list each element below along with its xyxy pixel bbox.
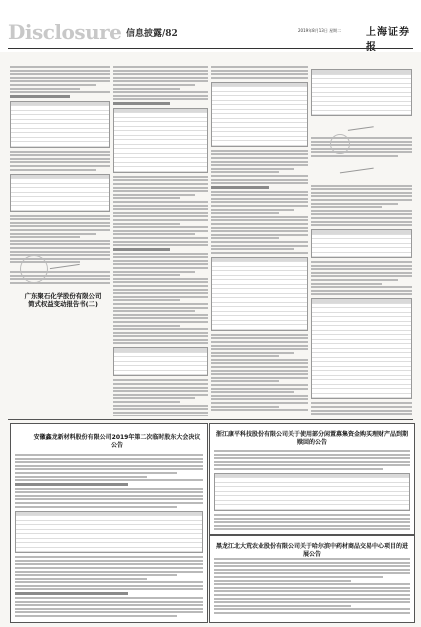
table-row bbox=[11, 206, 109, 211]
text-line bbox=[113, 244, 208, 246]
text-line bbox=[10, 77, 110, 79]
text-line bbox=[311, 185, 412, 187]
text-line bbox=[10, 240, 110, 242]
text-line bbox=[211, 194, 308, 196]
text-line bbox=[311, 203, 398, 205]
text-line bbox=[10, 80, 110, 82]
data-table bbox=[211, 82, 308, 147]
text-line bbox=[15, 556, 203, 558]
text-line bbox=[211, 355, 279, 357]
text-line bbox=[113, 201, 208, 203]
text-line bbox=[113, 212, 208, 214]
text-line bbox=[10, 165, 110, 167]
text-line bbox=[214, 562, 410, 564]
text-line bbox=[311, 221, 412, 223]
data-table bbox=[214, 473, 410, 511]
text-line bbox=[211, 219, 308, 221]
text-line bbox=[113, 73, 208, 75]
text-line bbox=[211, 388, 308, 390]
text-line bbox=[211, 337, 308, 339]
text-line bbox=[113, 179, 208, 181]
text-line bbox=[214, 587, 410, 589]
text-line bbox=[113, 98, 208, 100]
text-line bbox=[15, 560, 203, 562]
text-line bbox=[15, 597, 203, 599]
text-line bbox=[15, 615, 177, 617]
text-line bbox=[211, 73, 308, 75]
text-line bbox=[15, 488, 203, 490]
subheading-line bbox=[211, 186, 269, 189]
text-line bbox=[211, 362, 308, 364]
text-line bbox=[214, 454, 410, 456]
subheading-line bbox=[113, 102, 170, 105]
text-line bbox=[311, 413, 412, 415]
text-line bbox=[311, 406, 412, 408]
data-table bbox=[211, 257, 308, 331]
subheading-line bbox=[15, 483, 128, 486]
data-table bbox=[10, 174, 110, 212]
text-line bbox=[311, 217, 412, 219]
data-table bbox=[113, 108, 208, 173]
text-line bbox=[10, 236, 80, 238]
table-row bbox=[16, 548, 202, 553]
text-line bbox=[113, 289, 208, 291]
text-line bbox=[311, 290, 412, 292]
text-line bbox=[311, 279, 398, 281]
text-line bbox=[15, 502, 203, 504]
subheading-line bbox=[113, 248, 170, 251]
text-line bbox=[211, 216, 308, 218]
text-line bbox=[15, 472, 177, 474]
text-line bbox=[15, 588, 203, 590]
text-line bbox=[113, 383, 208, 385]
text-line bbox=[214, 528, 410, 530]
text-line bbox=[214, 464, 410, 466]
text-line bbox=[311, 206, 382, 208]
text-line bbox=[15, 458, 203, 460]
text-line bbox=[211, 373, 308, 375]
text-line bbox=[10, 66, 110, 68]
data-table bbox=[15, 511, 203, 554]
text-line bbox=[311, 286, 412, 288]
bottom-right-bottom-notice bbox=[209, 535, 415, 623]
text-line bbox=[113, 394, 208, 396]
text-line bbox=[10, 169, 96, 171]
text-line bbox=[211, 366, 308, 368]
text-line bbox=[211, 384, 308, 386]
text-line bbox=[15, 567, 203, 569]
text-line bbox=[10, 215, 110, 217]
text-line bbox=[211, 359, 308, 361]
text-line bbox=[211, 209, 294, 211]
text-line bbox=[214, 583, 410, 585]
text-line bbox=[113, 91, 208, 93]
text-line bbox=[211, 234, 308, 236]
text-line bbox=[311, 213, 412, 215]
text-line bbox=[15, 608, 203, 610]
text-line bbox=[311, 268, 412, 270]
text-line bbox=[211, 241, 308, 243]
text-line bbox=[113, 379, 208, 381]
text-line bbox=[214, 525, 410, 527]
text-line bbox=[15, 476, 147, 478]
text-line bbox=[113, 183, 208, 185]
text-line bbox=[214, 608, 410, 610]
text-line bbox=[113, 88, 180, 90]
data-table bbox=[311, 69, 412, 116]
text-line bbox=[113, 77, 208, 79]
text-line bbox=[311, 155, 398, 157]
text-line bbox=[211, 168, 294, 170]
masthead bbox=[8, 20, 413, 46]
text-line bbox=[113, 241, 208, 243]
text-line bbox=[211, 157, 308, 159]
text-line bbox=[211, 171, 279, 173]
text-line bbox=[311, 265, 412, 267]
text-line bbox=[311, 144, 412, 146]
text-line bbox=[311, 151, 412, 153]
text-line bbox=[311, 261, 412, 263]
text-line bbox=[211, 409, 308, 411]
text-line bbox=[211, 77, 308, 79]
text-line bbox=[311, 293, 412, 295]
table-row bbox=[114, 371, 207, 376]
text-line bbox=[113, 390, 208, 392]
text-line bbox=[113, 215, 208, 217]
text-line bbox=[10, 233, 96, 235]
text-line bbox=[113, 187, 208, 189]
text-line bbox=[211, 380, 279, 382]
text-line bbox=[211, 201, 308, 203]
text-line bbox=[211, 245, 308, 247]
text-line bbox=[113, 223, 180, 225]
text-line bbox=[214, 468, 383, 470]
date-line: 2019年8月13日 星期二 bbox=[298, 28, 342, 33]
table-row bbox=[212, 325, 307, 330]
text-line bbox=[113, 84, 195, 86]
text-line bbox=[214, 457, 410, 459]
text-line bbox=[211, 161, 308, 163]
table-row bbox=[312, 253, 411, 258]
table-row bbox=[215, 505, 409, 510]
column-4 bbox=[311, 66, 412, 416]
text-line bbox=[311, 192, 412, 194]
text-line bbox=[10, 254, 110, 256]
text-line bbox=[15, 563, 203, 565]
text-line bbox=[211, 237, 279, 239]
text-line bbox=[214, 565, 410, 567]
company-notice-box bbox=[13, 292, 113, 334]
text-line bbox=[15, 506, 177, 508]
text-line bbox=[113, 233, 195, 235]
text-line bbox=[211, 406, 279, 408]
text-line bbox=[214, 450, 410, 452]
subheading-line bbox=[10, 95, 70, 98]
text-line bbox=[211, 66, 308, 68]
text-line bbox=[113, 321, 208, 323]
bottom-right-top-body bbox=[214, 450, 410, 530]
text-line bbox=[211, 391, 294, 393]
text-line bbox=[113, 332, 208, 334]
text-line bbox=[311, 410, 412, 412]
text-line bbox=[211, 370, 308, 372]
text-line bbox=[211, 212, 279, 214]
text-line bbox=[15, 585, 203, 587]
text-line bbox=[113, 208, 208, 210]
bottom-right-top-notice bbox=[209, 423, 415, 535]
text-line bbox=[211, 334, 308, 336]
text-line bbox=[214, 590, 410, 592]
text-line bbox=[311, 188, 412, 190]
column-3 bbox=[211, 66, 308, 416]
text-line bbox=[214, 580, 351, 582]
column-2 bbox=[113, 66, 208, 416]
text-line bbox=[10, 161, 110, 163]
text-line bbox=[113, 397, 195, 399]
text-line bbox=[211, 153, 308, 155]
table-row bbox=[312, 111, 411, 116]
bottom-left-headline: 安徽鑫龙新材料股份有限公司2019年第二次临时股东大会决议公告 bbox=[33, 434, 201, 449]
text-line bbox=[211, 395, 308, 397]
text-line bbox=[113, 256, 208, 258]
text-line bbox=[15, 601, 203, 603]
text-line bbox=[15, 578, 147, 580]
newspaper-name: 上海证券 bbox=[366, 27, 410, 38]
text-line bbox=[113, 314, 208, 316]
text-line bbox=[15, 468, 203, 470]
table-row bbox=[312, 394, 411, 399]
text-line bbox=[15, 574, 177, 576]
text-line bbox=[214, 601, 410, 603]
text-line bbox=[10, 251, 110, 253]
text-line bbox=[113, 80, 208, 82]
text-line bbox=[113, 226, 208, 228]
text-line bbox=[113, 219, 208, 221]
text-line bbox=[113, 307, 208, 309]
bottom-right-bottom-headline: 黑龙江北大荒农业股份有限公司关于哈尔滨中药材商品交易中心项目的进展公告 bbox=[215, 543, 408, 558]
text-line bbox=[311, 199, 412, 201]
text-line bbox=[211, 345, 308, 347]
text-line bbox=[311, 224, 412, 226]
text-line bbox=[113, 292, 208, 294]
text-line bbox=[311, 137, 412, 139]
text-line bbox=[211, 352, 294, 354]
text-line bbox=[214, 514, 410, 516]
data-table bbox=[311, 298, 412, 399]
text-line bbox=[113, 95, 208, 97]
text-line bbox=[10, 218, 110, 220]
text-line bbox=[113, 237, 208, 239]
text-line bbox=[211, 205, 308, 207]
section-word: Disclosure bbox=[8, 20, 122, 44]
text-line bbox=[15, 498, 203, 500]
text-line bbox=[113, 278, 208, 280]
text-line bbox=[113, 342, 208, 344]
text-line bbox=[311, 272, 412, 274]
text-line bbox=[311, 141, 412, 143]
text-line bbox=[113, 260, 208, 262]
text-line bbox=[10, 88, 80, 90]
text-line bbox=[211, 341, 308, 343]
text-line bbox=[113, 194, 195, 196]
text-line bbox=[10, 282, 110, 284]
text-line bbox=[211, 70, 308, 72]
text-line bbox=[113, 303, 208, 305]
text-line bbox=[10, 247, 110, 249]
text-line bbox=[214, 569, 410, 571]
text-line bbox=[10, 243, 110, 245]
text-line bbox=[214, 461, 410, 463]
text-line bbox=[113, 267, 208, 269]
text-line bbox=[113, 310, 195, 312]
text-line bbox=[211, 150, 308, 152]
text-line bbox=[211, 227, 308, 229]
text-line bbox=[10, 151, 110, 153]
text-line bbox=[113, 197, 180, 199]
text-line bbox=[10, 225, 110, 227]
text-line bbox=[311, 402, 412, 404]
text-line bbox=[113, 415, 208, 416]
text-line bbox=[10, 73, 110, 75]
text-line bbox=[15, 491, 203, 493]
data-table bbox=[10, 101, 110, 148]
text-line bbox=[113, 387, 208, 389]
text-line bbox=[10, 229, 110, 231]
text-line bbox=[15, 604, 203, 606]
text-line bbox=[214, 576, 383, 578]
text-line bbox=[214, 572, 410, 574]
company-seal-2 bbox=[330, 134, 350, 154]
text-line bbox=[15, 581, 203, 583]
text-line bbox=[214, 521, 410, 523]
text-line bbox=[211, 223, 308, 225]
text-line bbox=[15, 495, 203, 497]
text-line bbox=[211, 179, 308, 181]
text-line bbox=[113, 66, 208, 68]
text-line bbox=[113, 339, 208, 341]
text-line bbox=[113, 408, 208, 410]
text-line bbox=[311, 148, 412, 150]
text-line bbox=[113, 263, 208, 265]
text-line bbox=[211, 348, 308, 350]
text-line bbox=[113, 412, 208, 414]
table-row bbox=[114, 167, 207, 172]
text-line bbox=[113, 296, 208, 298]
text-line bbox=[113, 274, 180, 276]
bottom-left-notice bbox=[10, 423, 208, 623]
text-line bbox=[113, 401, 180, 403]
subheading-line bbox=[15, 592, 128, 595]
text-line bbox=[211, 164, 308, 166]
text-line bbox=[10, 222, 110, 224]
text-line bbox=[113, 271, 195, 273]
text-line bbox=[311, 210, 412, 212]
text-line bbox=[211, 182, 308, 184]
text-line bbox=[15, 461, 203, 463]
text-line bbox=[113, 285, 208, 287]
text-line bbox=[10, 70, 110, 72]
text-line bbox=[113, 230, 208, 232]
text-line bbox=[211, 230, 308, 232]
text-line bbox=[10, 91, 110, 93]
text-line bbox=[211, 198, 308, 200]
text-line bbox=[10, 158, 110, 160]
text-line bbox=[10, 154, 110, 156]
company-name: 广东聚石化学股份有限公司 bbox=[24, 292, 102, 300]
text-line bbox=[113, 328, 208, 330]
section-divider bbox=[8, 419, 413, 420]
section-title: 信息披露/82 bbox=[126, 29, 178, 39]
bottom-right-top-headline: 浙江康平科技股份有限公司关于使用部分闲置募集资金购买理财产品到期赎回的公告 bbox=[215, 431, 408, 446]
text-line bbox=[113, 405, 208, 407]
text-line bbox=[214, 518, 410, 520]
text-line bbox=[211, 402, 308, 404]
text-line bbox=[211, 248, 294, 250]
table-row bbox=[11, 142, 109, 147]
text-line bbox=[311, 275, 412, 277]
table-row bbox=[212, 141, 307, 146]
bottom-left-body bbox=[15, 454, 203, 618]
text-line bbox=[311, 283, 382, 285]
text-line bbox=[113, 281, 208, 283]
text-line bbox=[214, 594, 410, 596]
text-line bbox=[211, 191, 308, 193]
text-line bbox=[15, 571, 203, 573]
company-seal bbox=[20, 255, 48, 283]
masthead-rule bbox=[8, 48, 413, 49]
text-line bbox=[214, 598, 410, 600]
text-line bbox=[113, 299, 180, 301]
text-line bbox=[214, 605, 351, 607]
text-line bbox=[214, 612, 410, 614]
text-line bbox=[15, 454, 203, 456]
text-line bbox=[15, 611, 203, 613]
text-line bbox=[211, 377, 308, 379]
text-line bbox=[113, 205, 208, 207]
text-line bbox=[10, 84, 96, 86]
data-table bbox=[113, 347, 208, 376]
bottom-right-bottom-body bbox=[214, 558, 410, 618]
text-line bbox=[113, 253, 208, 255]
text-line bbox=[113, 317, 208, 319]
text-line bbox=[15, 479, 203, 481]
text-line bbox=[15, 465, 203, 467]
data-table bbox=[311, 229, 412, 258]
text-line bbox=[214, 558, 410, 560]
notice-title: 简式权益变动报告书(二) bbox=[28, 300, 98, 308]
text-line bbox=[113, 70, 208, 72]
text-line bbox=[113, 190, 208, 192]
text-line bbox=[311, 195, 412, 197]
text-line bbox=[211, 398, 308, 400]
text-line bbox=[113, 335, 208, 337]
text-line bbox=[211, 175, 308, 177]
text-line bbox=[113, 325, 180, 327]
text-line bbox=[211, 252, 308, 254]
text-line bbox=[113, 176, 208, 178]
